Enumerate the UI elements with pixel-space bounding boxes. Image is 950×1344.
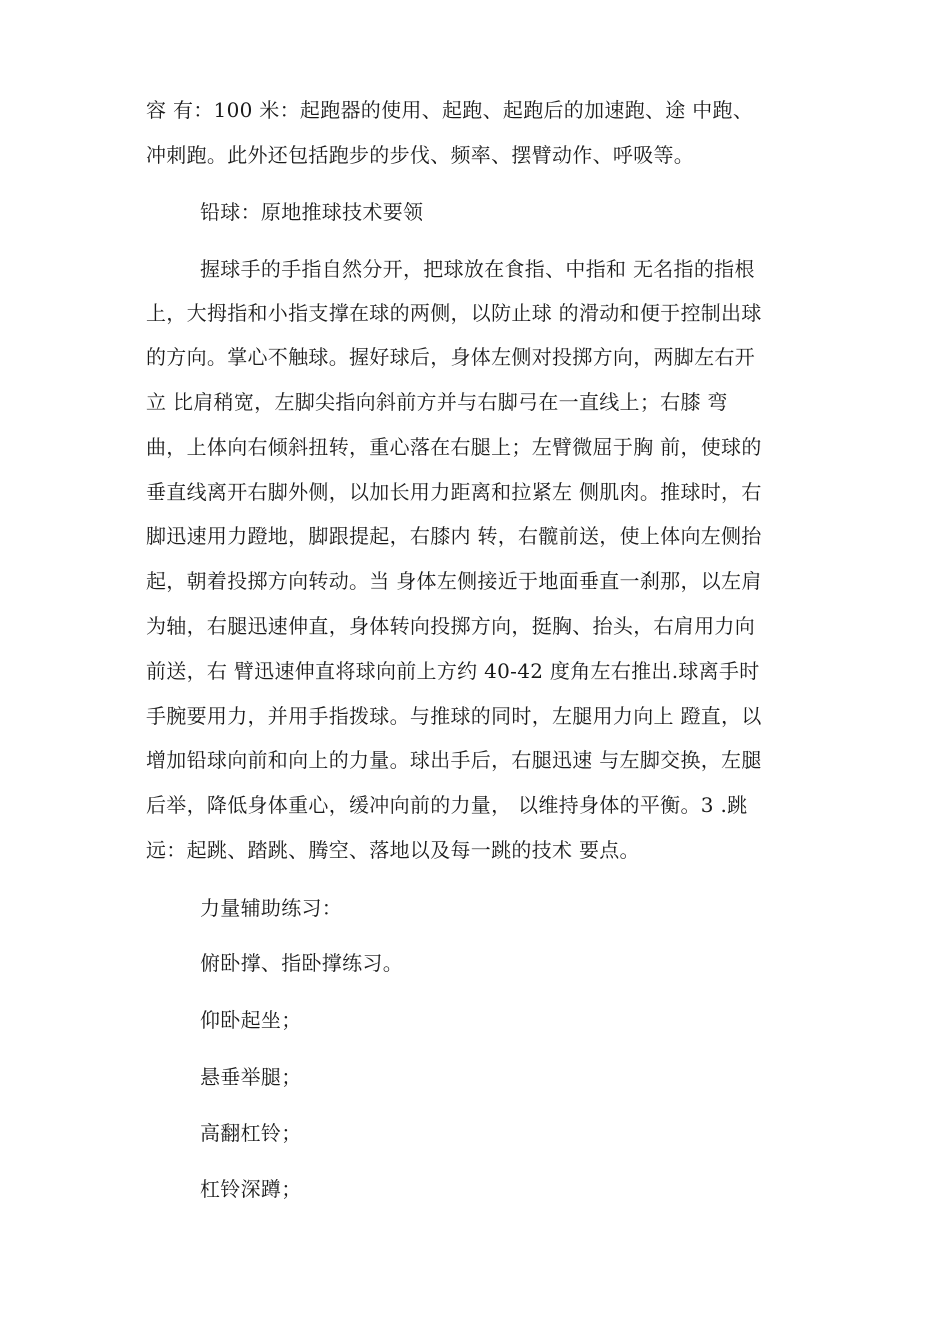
shotput-line-14: 远：起跳、踏跳、腾空、落地以及每一跳的技术 要点。 bbox=[146, 838, 640, 862]
shotput-line-11: 手腕要用力，并用手指拨球。与推球的同时，左腿用力向上 蹬直，以 bbox=[146, 704, 762, 728]
shotput-line-8: 起，朝着投掷方向转动。当 身体左侧接近于地面垂直一刹那，以左肩 bbox=[146, 569, 762, 593]
shotput-line-12: 增加铅球向前和向上的力量。球出手后，右腿迅速 与左脚交换，左腿 bbox=[146, 748, 762, 772]
exercise-item: 悬垂举腿； bbox=[200, 1065, 302, 1089]
shotput-line-1: 握球手的手指自然分开，把球放在食指、中指和 无名指的指根 bbox=[200, 257, 755, 281]
shotput-line-4: 立 比肩稍宽，左脚尖指向斜前方并与右脚弓在一直线上；右膝 弯 bbox=[146, 390, 728, 414]
intro-line-1: 容 有：100 米：起跑器的使用、起跑、起跑后的加速跑、途 中跑、 bbox=[146, 98, 754, 122]
shotput-heading: 铅球：原地推球技术要领 bbox=[200, 200, 424, 224]
exercise-item: 俯卧撑、指卧撑练习。 bbox=[200, 951, 403, 975]
shotput-line-7: 脚迅速用力蹬地，脚跟提起，右膝内 转，右髋前送，使上体向左侧抬 bbox=[146, 524, 762, 548]
shotput-line-3: 的方向。掌心不触球。握好球后，身体左侧对投掷方向，两脚左右开 bbox=[146, 345, 755, 369]
exercise-item: 仰卧起坐； bbox=[200, 1008, 302, 1032]
exercise-item: 高翻杠铃； bbox=[200, 1121, 302, 1145]
shotput-line-10: 前送，右 臂迅速伸直将球向前上方约 40-42 度角左右推出.球离手时 bbox=[146, 659, 760, 683]
strength-heading: 力量辅助练习： bbox=[200, 896, 343, 920]
shotput-line-5: 曲，上体向右倾斜扭转，重心落在右腿上；左臂微屈于胸 前，使球的 bbox=[146, 435, 762, 459]
exercise-item: 杠铃深蹲； bbox=[200, 1177, 302, 1201]
intro-line-2: 冲刺跑。此外还包括跑步的步伐、频率、摆臂动作、呼吸等。 bbox=[146, 143, 695, 167]
shotput-line-6: 垂直线离开右脚外侧，以加长用力距离和拉紧左 侧肌肉。推球时，右 bbox=[146, 480, 762, 504]
shotput-line-9: 为轴，右腿迅速伸直，身体转向投掷方向，挺胸、抬头，右肩用力向 bbox=[146, 614, 755, 638]
shotput-line-2: 上，大拇指和小指支撑在球的两侧，以防止球 的滑动和便于控制出球 bbox=[146, 301, 762, 325]
shotput-line-13: 后举，降低身体重心，缓冲向前的力量， 以维持身体的平衡。3 .跳 bbox=[146, 793, 748, 817]
